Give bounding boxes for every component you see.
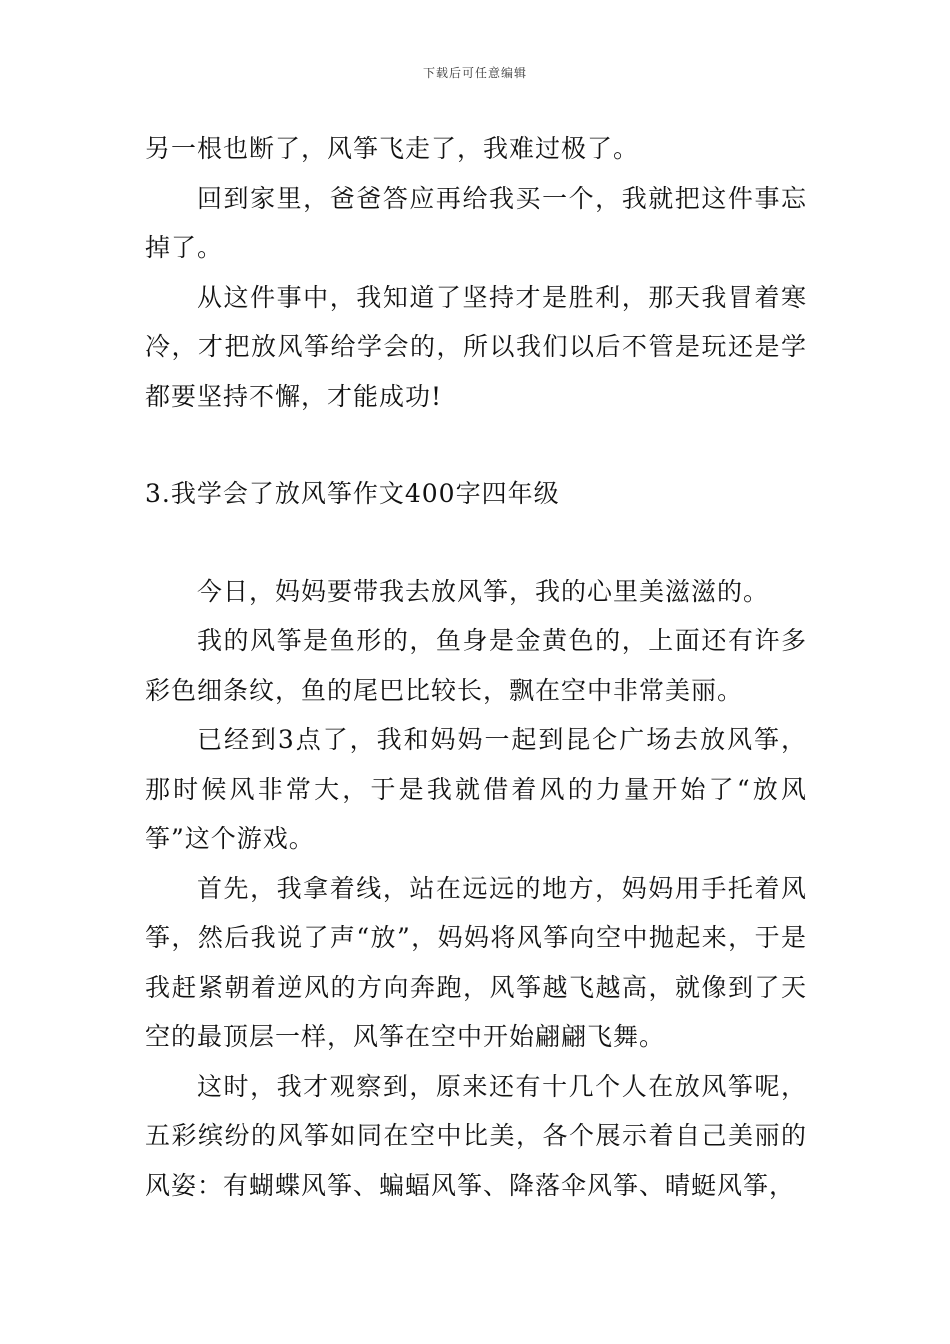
document-body [145, 124, 807, 1210]
page-header: 下载后可任意编辑 [422, 66, 527, 80]
section-spacer [145, 519, 807, 567]
essay-paragraph: 这时，我才观察到，原来还有十几个人在放风筝呢，五彩缤纷的风筝如同在空中比美，各个展示着自己美丽的风姿：有蝴蝶风筝、蝙蝠风筝、降落伞风筝、晴蜓风筝， [145, 1071, 807, 1200]
essay-paragraph: 我的风筝是鱼形的，鱼身是金黄色的，上面还有许多彩色细条纹，鱼的尾巴比较长，飘在空中非常美丽。 [145, 626, 807, 705]
paragraph: 回到家里，爸爸答应再给我买一个，我就把这件事忘掉了。 [145, 183, 807, 262]
paragraph-continuation: 另一根也断了，风筝飞走了，我难过极了。 [145, 134, 640, 163]
paragraph: 从这件事中，我知道了坚持才是胜利，那天我冒着寒冷，才把放风筝给学会的，所以我们以后不管是玩还是学都要坚持不懈，才能成功! [145, 282, 807, 411]
section-title: 3.我学会了放风筝作文400字四年级 [145, 479, 560, 508]
essay-paragraph: 今日，妈妈要带我去放风筝，我的心里美滋滋的。 [197, 576, 770, 606]
essay-paragraph: 首先，我拿着线，站在远远的地方，妈妈用手托着风筝，然后我说了声“放”，妈妈将风筝向空中抛起来，于是我赶紧朝着逆风的方向奔跑，风筝越飞越高，就像到了天空的最顶层一样，风筝在空中开始翩翩飞舞。 [145, 873, 807, 1051]
essay-paragraph: 已经到3点了，我和妈妈一起到昆仑广场去放风筝，那时候风非常大，于是我就借着风的力量开始了“放风筝”这个游戏。 [145, 725, 807, 853]
